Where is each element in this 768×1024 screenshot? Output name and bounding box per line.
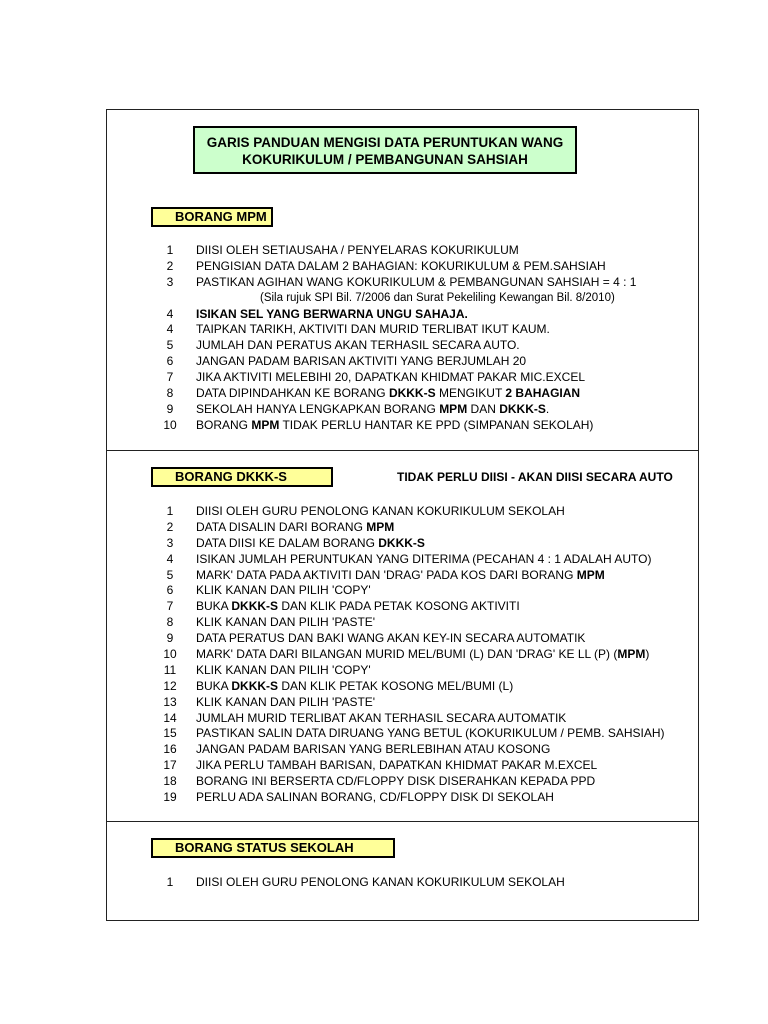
item-number: 4 bbox=[166, 322, 174, 337]
item-number: 7 bbox=[166, 370, 174, 385]
section-label-status-sekolah: BORANG STATUS SEKOLAH bbox=[151, 838, 395, 858]
item-text-part: JUMLAH DAN PERATUS AKAN TERHASIL SECARA AUTO. bbox=[196, 338, 520, 353]
item-text-part: DIISI OLEH SETIAUSAHA / PENYELARAS KOKURIKULUM bbox=[196, 243, 519, 257]
item-text bbox=[196, 615, 375, 631]
item-number: 19 bbox=[163, 790, 177, 805]
list-item bbox=[107, 742, 698, 758]
list-item bbox=[107, 774, 698, 790]
item-text bbox=[196, 742, 550, 758]
item-text bbox=[196, 418, 593, 434]
item-text bbox=[196, 354, 526, 370]
item-text bbox=[196, 275, 636, 291]
item-text bbox=[196, 402, 549, 418]
item-number: 1 bbox=[166, 504, 174, 518]
list-item bbox=[107, 552, 698, 568]
item-text-part: JUMLAH MURID TERLIBAT AKAN TERHASIL SECARA AUTOMATIK bbox=[196, 710, 567, 725]
item-text-part: BORANG INI BERSERTA CD/FLOPPY DISK DISERAHKAN KEPADA PPD bbox=[196, 774, 596, 789]
item-text-bold: MPM bbox=[366, 519, 395, 534]
item-text bbox=[196, 679, 513, 695]
list-item bbox=[107, 568, 698, 584]
item-text-bold: DKKK-S bbox=[499, 401, 546, 416]
item-text bbox=[196, 695, 375, 711]
item-text-part: JIKA AKTIVITI MELEBIHI 20, DAPATKAN KHIDMAT PAKAR MIC.EXCEL bbox=[196, 370, 585, 385]
item-number: 13 bbox=[163, 694, 177, 709]
list-item bbox=[107, 647, 698, 663]
item-text-part: KLIK KANAN DAN PILIH 'PASTE' bbox=[196, 615, 376, 630]
section-list-status-sekolah bbox=[107, 875, 698, 891]
item-text-part: JIKA PERLU TAMBAH BARISAN, DAPATKAN KHIDMAT PAKAR M.EXCEL bbox=[196, 758, 598, 773]
item-number: 4 bbox=[166, 551, 174, 566]
item-text-part: . bbox=[545, 401, 550, 416]
list-item bbox=[107, 583, 698, 599]
item-number: 7 bbox=[166, 599, 174, 614]
list-item bbox=[107, 322, 698, 338]
list-item bbox=[107, 790, 698, 806]
item-text-part: PENGISIAN DATA DALAM 2 BAHAGIAN: KOKURIKULUM & PEM.SAHSIAH bbox=[196, 258, 606, 273]
item-text-part: PASTIKAN AGIHAN WANG KOKURIKULUM & PEMBANGUNAN SAHSIAH = 4 : 1 bbox=[196, 274, 637, 289]
item-text bbox=[196, 307, 468, 323]
item-text bbox=[196, 711, 566, 727]
list-item bbox=[107, 504, 698, 520]
item-text-part: BUKA bbox=[196, 599, 232, 614]
item-number: 15 bbox=[163, 726, 177, 741]
list-item bbox=[107, 758, 698, 774]
item-text-bold: MPM bbox=[617, 647, 646, 662]
list-item bbox=[107, 370, 698, 386]
list-item-note bbox=[107, 291, 698, 307]
item-text-part: KLIK KANAN DAN PILIH 'PASTE' bbox=[196, 694, 376, 709]
item-text-part: JANGAN PADAM BARISAN YANG BERLEBIHAN ATAU KOSONG bbox=[196, 742, 551, 757]
item-text-bold: DKKK-S bbox=[378, 535, 425, 550]
item-text-part: (Sila rujuk SPI Bil. 7/2006 dan Surat Pekeliling Kewangan Bil. 8/2010) bbox=[260, 291, 615, 304]
item-text-bold: ISIKAN SEL YANG BERWARNA UNGU SAHAJA. bbox=[196, 306, 468, 321]
item-text-bold: MPM bbox=[439, 401, 468, 416]
item-text-part: KLIK KANAN DAN PILIH 'COPY' bbox=[196, 583, 371, 598]
item-text-part: TIDAK PERLU HANTAR KE PPD (SIMPANAN SEKOLAH) bbox=[279, 417, 594, 432]
section-list-dkkk-s bbox=[107, 504, 698, 806]
list-item bbox=[107, 418, 698, 434]
item-text bbox=[196, 599, 520, 615]
item-text bbox=[196, 790, 554, 806]
item-text-part: DATA PERATUS DAN BAKI WANG AKAN KEY-IN SECARA AUTOMATIK bbox=[196, 631, 586, 646]
section-divider bbox=[107, 450, 698, 451]
item-text bbox=[196, 386, 580, 402]
item-text-bold: 2 BAHAGIAN bbox=[505, 386, 581, 401]
item-text-bold: DKKK-S bbox=[231, 678, 279, 693]
item-text-part: TAIPKAN TARIKH, AKTIVITI DAN MURID TERLIBAT IKUT KAUM. bbox=[196, 322, 550, 337]
item-text-part: DIISI OLEH GURU PENOLONG KANAN KOKURIKULUM SEKOLAH bbox=[196, 504, 565, 518]
title-line-1: GARIS PANDUAN MENGISI DATA PERUNTUKAN WANG bbox=[206, 135, 564, 150]
item-number: 1 bbox=[166, 243, 174, 257]
item-text bbox=[196, 875, 565, 891]
item-number: 12 bbox=[163, 678, 177, 693]
item-text bbox=[196, 647, 649, 663]
title-line-2: KOKURIKULUM / PEMBANGUNAN SAHSIAH bbox=[242, 152, 528, 167]
item-number: 6 bbox=[166, 354, 174, 369]
item-text-part: BORANG bbox=[196, 417, 252, 432]
item-text-bold: DKKK-S bbox=[231, 599, 279, 614]
list-item bbox=[107, 520, 698, 536]
item-text-part: DATA DISALIN DARI BORANG bbox=[196, 519, 367, 534]
item-text-part: ISIKAN JUMLAH PERUNTUKAN YANG DITERIMA (PECAHAN 4 : 1 ADALAH AUTO) bbox=[196, 551, 652, 566]
item-text-part: DAN bbox=[467, 401, 500, 416]
item-text bbox=[196, 583, 371, 599]
item-text-part: DAN KLIK PETAK KOSONG MEL/BUMI (L) bbox=[278, 678, 514, 693]
item-number: 2 bbox=[166, 258, 174, 273]
item-text-part: BUKA bbox=[196, 678, 232, 693]
item-text-bold: MPM bbox=[576, 567, 605, 582]
list-item bbox=[107, 599, 698, 615]
item-number: 8 bbox=[166, 615, 174, 630]
list-item bbox=[107, 726, 698, 742]
item-text-part: KLIK KANAN DAN PILIH 'COPY' bbox=[196, 662, 371, 677]
item-text bbox=[196, 322, 550, 338]
item-text bbox=[196, 370, 585, 386]
item-number: 5 bbox=[166, 338, 174, 353]
item-number: 10 bbox=[163, 647, 177, 662]
item-number: 9 bbox=[166, 401, 174, 416]
item-number: 18 bbox=[163, 774, 177, 789]
item-number: 3 bbox=[166, 535, 174, 550]
list-item bbox=[107, 338, 698, 354]
list-item bbox=[107, 631, 698, 647]
list-item bbox=[107, 711, 698, 727]
list-item bbox=[107, 354, 698, 370]
item-text bbox=[196, 520, 394, 536]
list-item bbox=[107, 695, 698, 711]
item-text bbox=[196, 726, 665, 742]
item-text-part: ) bbox=[645, 647, 650, 662]
section-note-auto: TIDAK PERLU DIISI - AKAN DIISI SECARA AUTO bbox=[397, 470, 673, 484]
section-label-mpm: BORANG MPM bbox=[151, 207, 273, 227]
item-text bbox=[260, 291, 615, 307]
item-number: 11 bbox=[163, 662, 177, 677]
item-text bbox=[196, 552, 651, 568]
list-item bbox=[107, 663, 698, 679]
item-number: 9 bbox=[166, 631, 174, 646]
section-divider bbox=[107, 821, 698, 822]
list-item bbox=[107, 615, 698, 631]
item-text bbox=[196, 504, 565, 520]
item-text-part: MENGIKUT bbox=[435, 386, 506, 401]
item-number: 1 bbox=[166, 875, 174, 889]
guideline-frame bbox=[106, 109, 699, 921]
list-item bbox=[107, 679, 698, 695]
item-number: 3 bbox=[166, 274, 174, 289]
item-text bbox=[196, 338, 520, 354]
section-list-mpm bbox=[107, 243, 698, 434]
item-text bbox=[196, 243, 519, 259]
list-item bbox=[107, 307, 698, 323]
list-item bbox=[107, 275, 698, 291]
list-item bbox=[107, 402, 698, 418]
item-number: 5 bbox=[166, 567, 174, 582]
item-text-part: PASTIKAN SALIN DATA DIRUANG YANG BETUL (KOKURIKULUM / PEMB. SAHSIAH) bbox=[196, 726, 665, 741]
item-text bbox=[196, 774, 595, 790]
item-text bbox=[196, 259, 606, 275]
item-text-part: JANGAN PADAM BARISAN AKTIVITI YANG BERJUMLAH 20 bbox=[196, 354, 527, 369]
item-text bbox=[196, 536, 425, 552]
item-number: 10 bbox=[163, 417, 177, 432]
list-item bbox=[107, 259, 698, 275]
list-item bbox=[107, 875, 698, 891]
item-text bbox=[196, 758, 597, 774]
item-text-part: MARK' DATA DARI BILANGAN MURID MEL/BUMI (L) DAN 'DRAG' KE LL (P) ( bbox=[196, 647, 618, 662]
page-title bbox=[193, 126, 577, 174]
item-text-part: DATA DIISI KE DALAM BORANG bbox=[196, 535, 379, 550]
item-text-bold: DKKK-S bbox=[388, 386, 436, 401]
list-item bbox=[107, 243, 698, 259]
list-item bbox=[107, 536, 698, 552]
item-text-part: PERLU ADA SALINAN BORANG, CD/FLOPPY DISK DI SEKOLAH bbox=[196, 790, 554, 805]
item-text-part: SEKOLAH HANYA LENGKAPKAN BORANG bbox=[196, 401, 440, 416]
item-text bbox=[196, 568, 605, 584]
item-text-bold: MPM bbox=[251, 417, 280, 432]
item-number: 14 bbox=[163, 710, 177, 725]
item-number: 16 bbox=[163, 742, 177, 757]
item-text-part: DATA DIPINDAHKAN KE BORANG bbox=[196, 386, 389, 401]
item-text-part: DAN KLIK PADA PETAK KOSONG AKTIVITI bbox=[278, 599, 520, 614]
item-number: 8 bbox=[166, 386, 174, 401]
item-text bbox=[196, 631, 585, 647]
item-number: 4 bbox=[166, 306, 174, 321]
item-number: 2 bbox=[166, 519, 174, 534]
item-text bbox=[196, 663, 371, 679]
item-number: 17 bbox=[163, 758, 177, 773]
item-text-part: DIISI OLEH GURU PENOLONG KANAN KOKURIKULUM SEKOLAH bbox=[196, 875, 565, 889]
item-text-part: MARK' DATA PADA AKTIVITI DAN 'DRAG' PADA KOS DARI BORANG bbox=[196, 567, 577, 582]
section-label-dkkk-s: BORANG DKKK-S bbox=[151, 467, 333, 487]
item-number: 6 bbox=[166, 583, 174, 598]
list-item bbox=[107, 386, 698, 402]
